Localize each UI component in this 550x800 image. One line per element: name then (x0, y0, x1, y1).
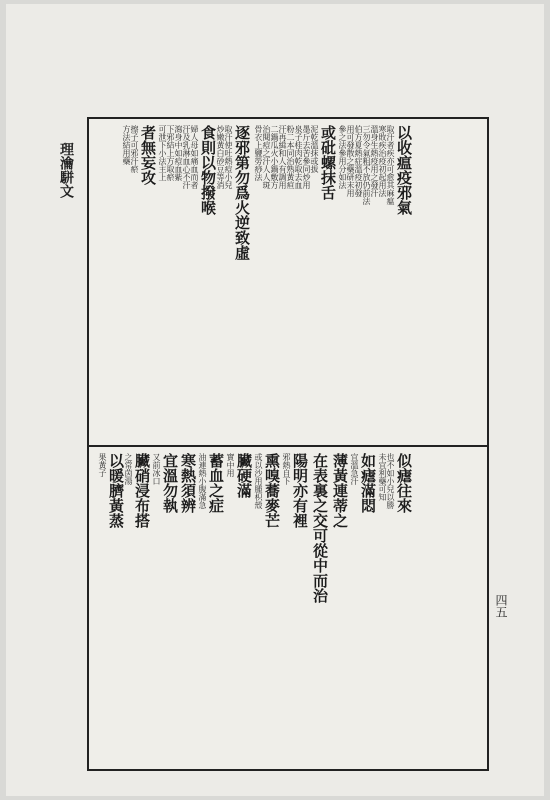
main-text-column: 熏嗅蕎麥芒 (263, 453, 281, 528)
annotation-column: 用可發散之藥研末用 (346, 125, 355, 197)
annotation-column: 泉子桂肉乾取去血 (294, 125, 303, 189)
main-text-column: 薄黃連蒂之 (331, 453, 349, 528)
annotation-column: 之常茵湯 (124, 453, 133, 485)
annotation-column: 汗及乳淋血心不汗 (182, 125, 191, 189)
main-text-column: 逐邪第勿爲火逆致虛 (233, 125, 251, 260)
annotation-column: 又前冰口 (152, 453, 161, 485)
annotation-column: 溫身生熱疫用之發汗 (370, 125, 379, 197)
main-text-column: 蓄血之症 (207, 453, 225, 513)
annotation-column: 粉二本同治熟黃疸 (286, 125, 295, 189)
annotation-column: 寒敗疾治疫初起用法 (378, 125, 387, 197)
side-title: 理瀹駢文 (58, 142, 74, 198)
annotation-column: 炒嫩黃白砂豆等消 (216, 125, 225, 189)
main-text-column: 寒熱須辨 (179, 453, 197, 513)
annotation-column: 伯方夏熱症溫疫初發 (354, 125, 363, 197)
main-text-column: 食則以物撥喉 (199, 125, 217, 215)
annotation-column: 或以沙用腫枳殼 (254, 453, 263, 509)
main-text-column: 在表裏之交可從中而治 (311, 453, 329, 603)
annotation-column: 汗再緝和人有調用 (278, 125, 287, 189)
annotation-column: 取汗者疾亦可愈其麻瘟 (386, 125, 395, 205)
text-frame (87, 117, 489, 771)
book-page (6, 4, 544, 796)
annotation-column: 實中用 (226, 453, 235, 477)
annotation-column: 方法結用藥 (122, 125, 131, 165)
annotation-column: 骨衣上鹽勞痧法 (254, 125, 263, 181)
annotation-column: 宜溫急汗 (350, 453, 359, 485)
watermark (416, 766, 536, 778)
lower-text-block (89, 447, 487, 769)
main-text-column: 臟硝浸布搭 (133, 453, 151, 528)
annotation-column: 瀉身中如痘血紫 (174, 125, 183, 181)
annotation-column: 可泄下小法主上 (158, 125, 167, 181)
annotation-column: 也不如小兒以勝 (386, 453, 395, 509)
annotation-column: 油連熱小腹滿急 (198, 453, 207, 509)
annotation-column: 未宜利藥可知 (378, 453, 387, 501)
main-text-column: 或砒螺抹舌 (319, 125, 337, 200)
annotation-column: 邪熱自下 (282, 453, 291, 485)
annotation-column: 參之法參用分如法 (338, 125, 347, 189)
main-text-column: 似瘧往來 (395, 453, 413, 513)
annotation-column: 墨斤去苦參同炒用 (302, 125, 311, 189)
annotation-column: 擦子可邪汗瘀 (130, 125, 139, 173)
main-text-column: 如瘧滿悶 (359, 453, 377, 513)
main-text-column: 以暖臍黃蒸 (107, 453, 125, 528)
main-text-column: 者無妄攻 (139, 125, 157, 185)
page-number: 四五 (494, 594, 508, 618)
main-text-column: 宜溫勿執 (161, 453, 179, 513)
annotation-column: 婦人母如痛血而者 (190, 125, 199, 189)
annotation-column: 泥乾溫抹或拔 (310, 125, 319, 173)
annotation-column: 三勿令氣粗不放仍前法 (362, 125, 371, 205)
annotation-column: 下邪結上方取瘀 (166, 125, 175, 181)
annotation-column: 治閱痘之汗人人斑 (262, 125, 271, 189)
annotation-column: 取汗使吐熱痘小兒 (224, 125, 233, 189)
annotation-column: 果黃子 (98, 453, 107, 477)
main-text-column: 以收瘟疫邪氣 (395, 125, 413, 215)
main-text-column: 臟硬滿 (235, 453, 253, 498)
annotation-column: 二鍋瓜火小鍋敷方 (270, 125, 279, 189)
upper-text-block (89, 119, 487, 445)
main-text-column: 陽明亦有裡 (291, 453, 309, 528)
